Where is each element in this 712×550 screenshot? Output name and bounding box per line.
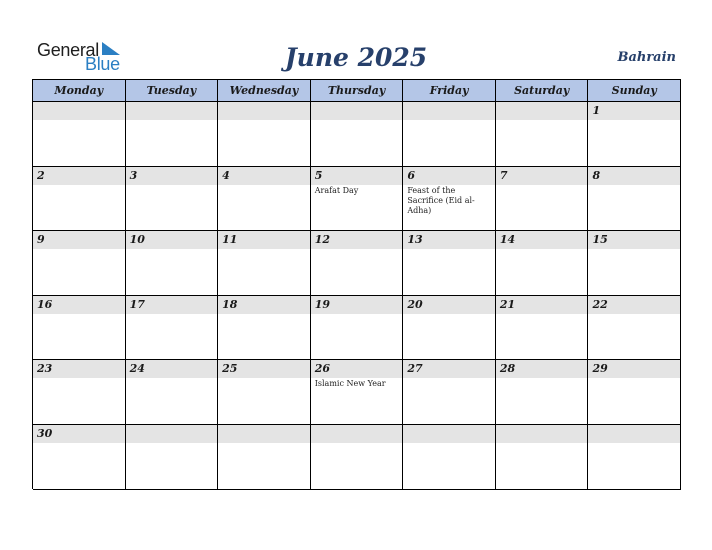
calendar-day-cell <box>311 102 404 167</box>
day-number: 18 <box>222 297 238 311</box>
day-number: 24 <box>129 362 145 376</box>
generalblue-logo <box>37 40 127 74</box>
weekday-header-thursday: Thursday <box>311 80 404 102</box>
weekday-header-sunday: Sunday <box>588 80 681 102</box>
country-name: Bahrain <box>617 50 676 65</box>
day-number-band <box>496 231 588 249</box>
calendar-day-cell <box>218 231 311 296</box>
day-number: 12 <box>314 233 331 247</box>
day-number-band <box>588 167 680 185</box>
day-number-band <box>33 360 125 378</box>
day-number: 5 <box>314 168 323 182</box>
day-number-band <box>311 167 403 185</box>
calendar-day-cell <box>588 102 681 167</box>
day-number-band <box>33 102 125 120</box>
calendar-day-cell <box>33 167 126 232</box>
calendar-day-cell <box>311 167 404 232</box>
logo-text-general: General <box>37 40 99 60</box>
calendar-day-cell <box>311 425 404 490</box>
day-number: 22 <box>592 297 608 311</box>
day-number: 21 <box>499 297 516 311</box>
calendar-day-cell <box>496 360 589 425</box>
calendar-day-cell <box>403 102 496 167</box>
day-number-band <box>588 360 680 378</box>
day-number: 20 <box>407 297 423 311</box>
calendar-week-row <box>33 360 681 425</box>
day-number: 15 <box>592 233 608 247</box>
day-number: 9 <box>37 233 45 247</box>
day-number: 27 <box>407 362 423 376</box>
calendar-day-cell <box>403 425 496 490</box>
day-number-band <box>218 360 310 378</box>
day-number: 6 <box>407 168 415 182</box>
day-number-band <box>33 425 125 443</box>
day-number-band <box>588 231 680 249</box>
day-number-band <box>126 102 218 120</box>
calendar-day-cell <box>403 296 496 361</box>
calendar-week-row <box>33 102 681 167</box>
calendar-day-cell <box>403 167 496 232</box>
day-number-band <box>403 167 495 185</box>
day-number: 13 <box>407 233 423 247</box>
calendar-day-cell <box>33 296 126 361</box>
calendar-day-cell <box>126 360 219 425</box>
day-number: 28 <box>499 362 516 376</box>
day-number: 3 <box>129 168 138 182</box>
calendar-day-cell <box>126 425 219 490</box>
calendar-day-cell <box>33 360 126 425</box>
day-number-band <box>218 102 310 120</box>
day-number-band <box>218 231 310 249</box>
day-number-band <box>126 296 218 314</box>
day-number-band <box>496 360 588 378</box>
day-number-band <box>403 231 495 249</box>
day-number: 16 <box>37 297 53 311</box>
calendar-day-cell <box>588 296 681 361</box>
day-number-band <box>311 360 403 378</box>
day-number-band <box>311 425 403 443</box>
calendar-day-cell <box>33 231 126 296</box>
weekday-header-wednesday: Wednesday <box>218 80 311 102</box>
day-number: 8 <box>592 168 601 182</box>
calendar-day-cell <box>126 296 219 361</box>
calendar-day-cell <box>496 425 589 490</box>
calendar-week-row <box>33 425 681 490</box>
holiday-label: Feast of the Sacrifice (Eid al-Adha) <box>407 185 475 215</box>
calendar-day-cell <box>33 102 126 167</box>
day-number: 19 <box>314 297 331 311</box>
weekday-header-tuesday: Tuesday <box>126 80 219 102</box>
day-number-band <box>496 425 588 443</box>
calendar-day-cell <box>126 102 219 167</box>
calendar-day-cell <box>311 231 404 296</box>
calendar-day-cell <box>218 425 311 490</box>
calendar-day-cell <box>218 102 311 167</box>
calendar-day-cell <box>311 360 404 425</box>
day-number-band <box>311 296 403 314</box>
calendar-day-cell <box>588 167 681 232</box>
calendar-day-cell <box>33 425 126 490</box>
day-number: 26 <box>314 362 331 376</box>
day-number: 2 <box>37 168 45 182</box>
weekday-header-saturday: Saturday <box>496 80 589 102</box>
calendar-day-cell <box>496 102 589 167</box>
weekday-header-monday: Monday <box>33 80 126 102</box>
day-number-band <box>218 167 310 185</box>
day-number-band <box>403 296 495 314</box>
day-number-band <box>496 102 588 120</box>
calendar-week-row <box>33 167 681 232</box>
day-number: 11 <box>222 233 238 247</box>
day-number: 29 <box>592 362 608 376</box>
day-number-band <box>33 296 125 314</box>
day-number-band <box>588 296 680 314</box>
day-number-band <box>33 231 125 249</box>
calendar-weeks <box>33 102 681 490</box>
day-number: 25 <box>222 362 238 376</box>
calendar-day-cell <box>218 167 311 232</box>
calendar-day-cell <box>311 296 404 361</box>
logo-text-blue: Blue <box>85 54 120 74</box>
day-number: 7 <box>499 168 508 182</box>
calendar-day-cell <box>496 167 589 232</box>
calendar-week-row <box>33 296 681 361</box>
day-number-band <box>496 296 588 314</box>
day-number: 23 <box>37 362 53 376</box>
day-number-band <box>33 167 125 185</box>
calendar-day-cell <box>588 425 681 490</box>
day-number-band <box>126 167 218 185</box>
day-number-band <box>311 102 403 120</box>
calendar-day-cell <box>218 296 311 361</box>
holiday-label: Arafat Day <box>314 185 359 195</box>
calendar-day-cell <box>218 360 311 425</box>
day-number: 1 <box>592 104 601 117</box>
day-number-band <box>311 231 403 249</box>
day-number-band <box>588 102 680 120</box>
calendar-grid <box>32 79 681 489</box>
day-number-band <box>218 296 310 314</box>
day-number: 10 <box>129 233 145 247</box>
holiday-label: Islamic New Year <box>314 379 386 389</box>
weekday-header-row <box>33 80 681 102</box>
day-number-band <box>403 425 495 443</box>
calendar-day-cell <box>403 360 496 425</box>
day-number-band <box>126 425 218 443</box>
calendar-day-cell <box>403 231 496 296</box>
calendar-day-cell <box>126 167 219 232</box>
day-number: 14 <box>499 233 516 247</box>
day-number-band <box>588 425 680 443</box>
calendar-week-row <box>33 231 681 296</box>
day-number-band <box>126 231 218 249</box>
calendar-day-cell <box>588 231 681 296</box>
weekday-header-friday: Friday <box>403 80 496 102</box>
day-number-band <box>403 360 495 378</box>
calendar-day-cell <box>126 231 219 296</box>
day-number: 17 <box>129 297 145 311</box>
day-number-band <box>126 360 218 378</box>
day-number-band <box>403 102 495 120</box>
day-number-band <box>496 167 588 185</box>
day-number: 4 <box>222 168 230 182</box>
day-number-band <box>218 425 310 443</box>
calendar-day-cell <box>588 360 681 425</box>
day-number: 30 <box>37 426 53 440</box>
calendar-title: June 2025 <box>284 43 428 72</box>
calendar-day-cell <box>496 231 589 296</box>
calendar-day-cell <box>496 296 589 361</box>
